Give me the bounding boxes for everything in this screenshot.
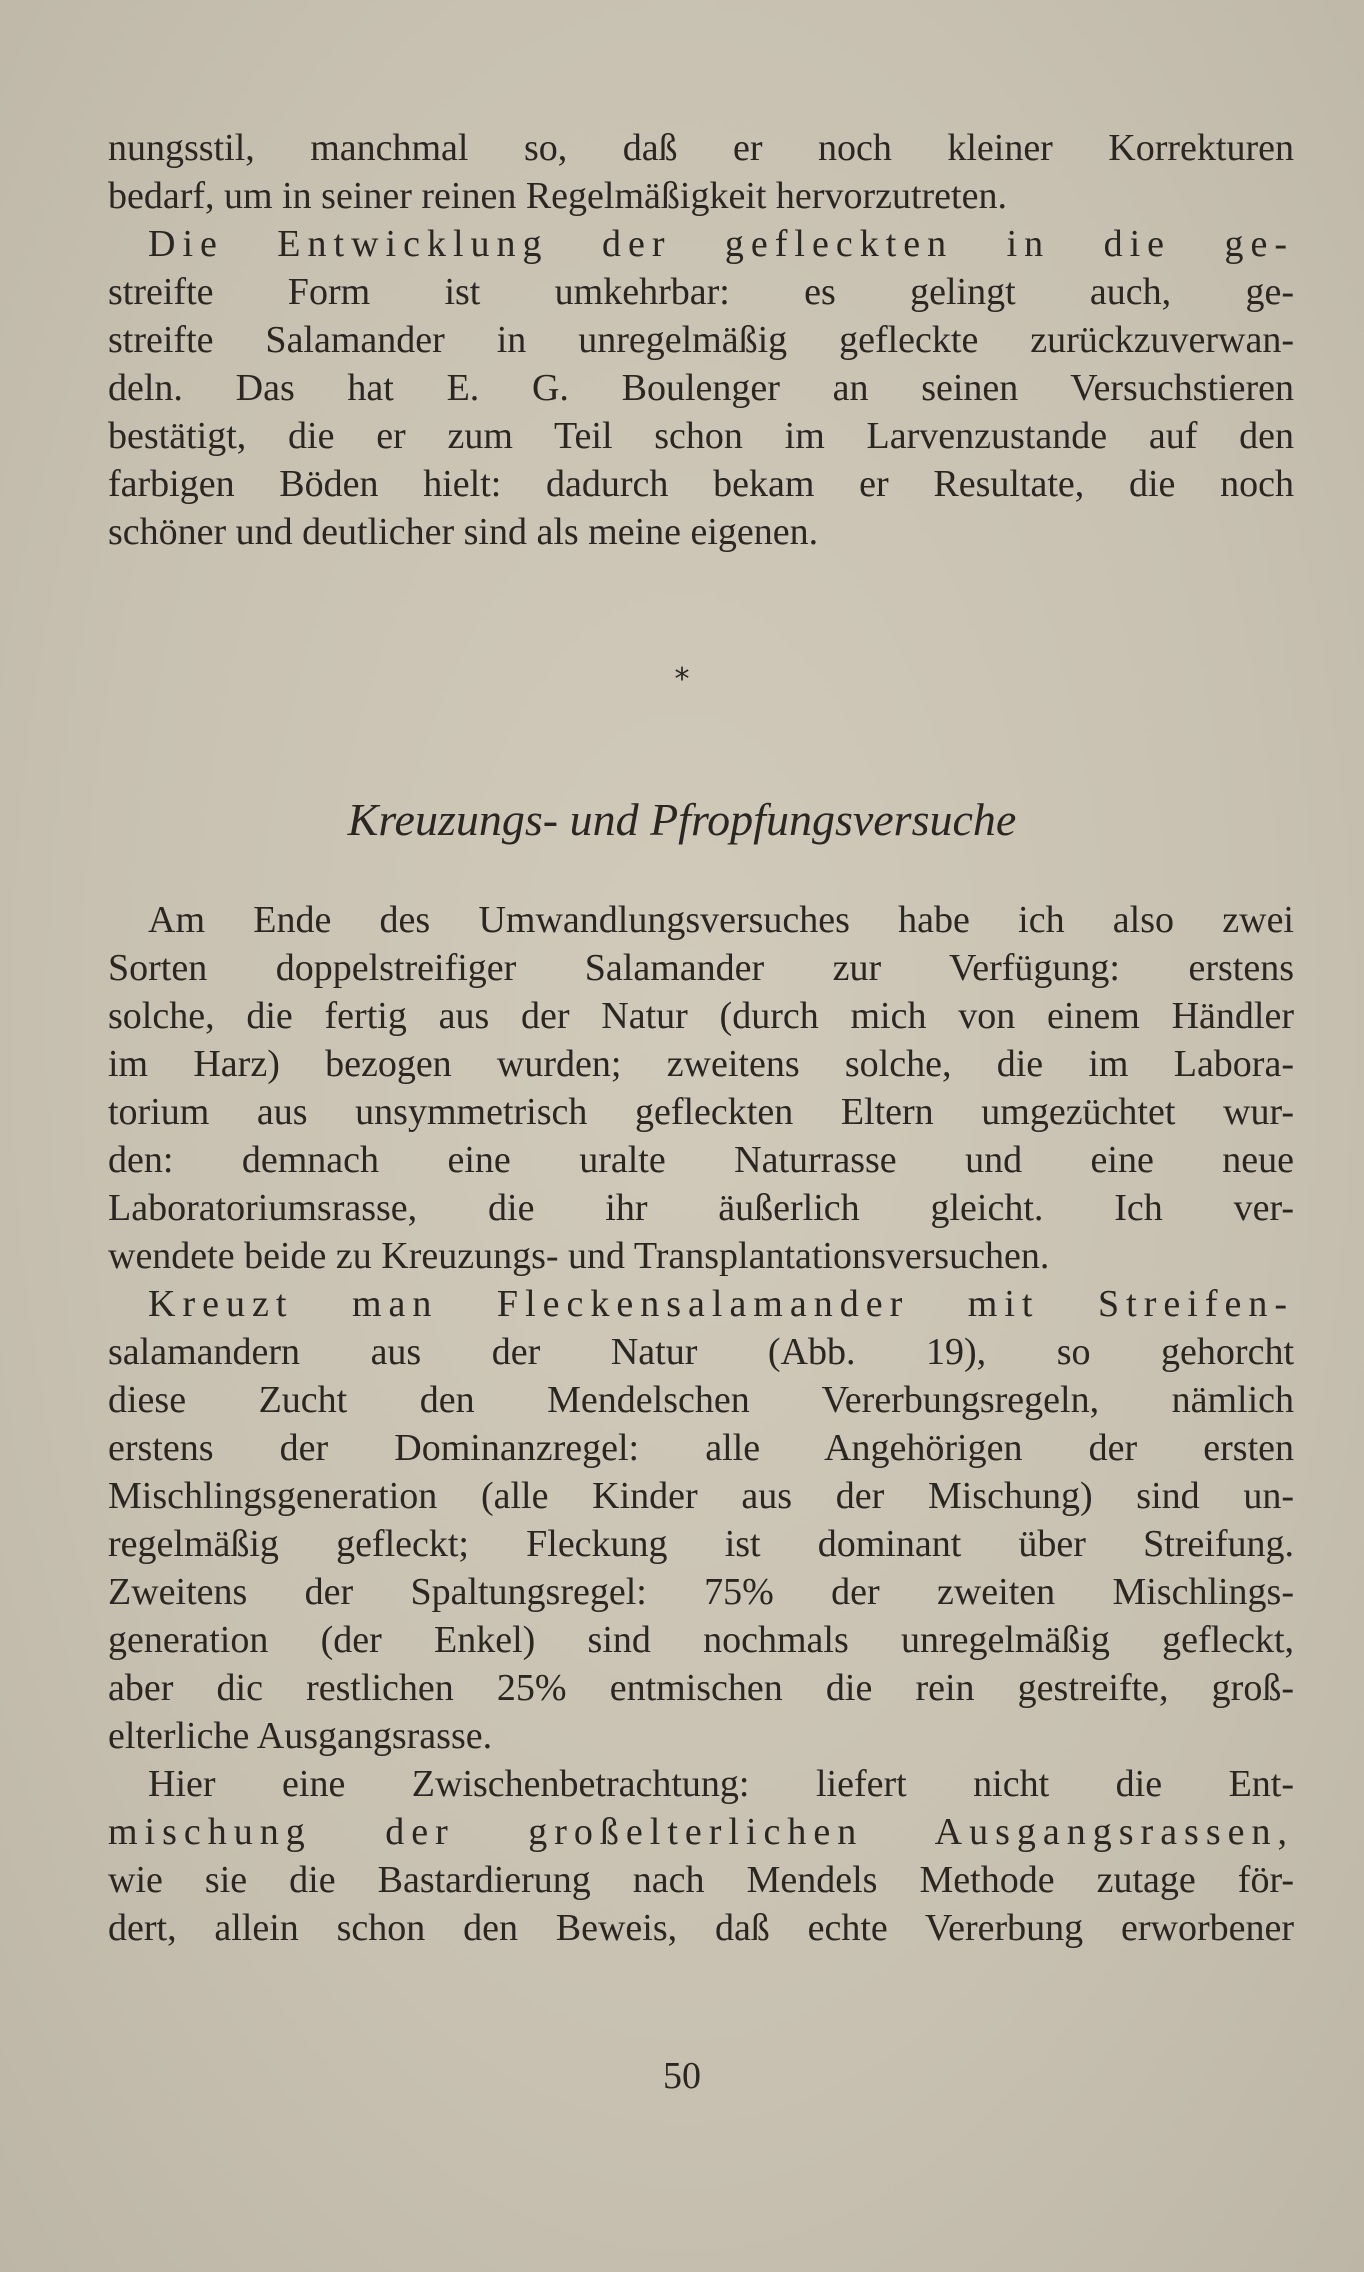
text-line: elterliche Ausgangsrasse.	[108, 1715, 493, 1757]
text-line: dert, allein schon den Beweis, daß echte Vererbung erworbener	[108, 1907, 1294, 1949]
text-line: wendete beide zu Kreuzungs- und Transplantationsversuchen.	[108, 1235, 1050, 1277]
text-line: schöner und deutlicher sind als meine eigenen.	[108, 511, 819, 553]
text-line-spaced: mischung der großelterlichen Ausgangsrassen,	[108, 1811, 1294, 1853]
text-line: regelmäßig gefleckt; Fleckung ist dominant über Streifung.	[108, 1523, 1294, 1565]
text-line: im Harz) bezogen wurden; zweitens solche, die im Labora-	[108, 1043, 1294, 1085]
section-separator-asterisk: *	[674, 662, 690, 697]
text-line-spaced: Die Entwicklung der gefleckten in die ge-	[148, 223, 1294, 265]
text-line: generation (der Enkel) sind nochmals unregelmäßig gefleckt,	[108, 1619, 1294, 1661]
text-line: Laboratoriumsrasse, die ihr äußerlich gleicht. Ich ver-	[108, 1187, 1294, 1229]
paragraph-block-main	[108, 896, 1294, 1952]
text-line: diese Zucht den Mendelschen Vererbungsregeln, nämlich	[108, 1379, 1294, 1421]
paragraph-block-top	[108, 124, 1294, 556]
text-line: streifte Salamander in unregelmäßig gefleckte zurückzuverwan-	[108, 319, 1294, 361]
text-line: salamandern aus der Natur (Abb. 19), so gehorcht	[108, 1331, 1294, 1373]
text-line-spaced: Kreuzt man Fleckensalamander mit Streifen-	[148, 1283, 1294, 1325]
text-line: Am Ende des Umwandlungsversuches habe ich also zwei	[148, 899, 1294, 941]
text-line: streifte Form ist umkehrbar: es gelingt auch, ge-	[108, 271, 1294, 313]
text-line: farbigen Böden hielt: dadurch bekam er Resultate, die noch	[108, 463, 1294, 505]
text-line: solche, die fertig aus der Natur (durch mich von einem Händler	[108, 995, 1294, 1037]
text-line: Zweitens der Spaltungsregel: 75% der zweiten Mischlings-	[108, 1571, 1294, 1613]
text-line: den: demnach eine uralte Naturrasse und eine neue	[108, 1139, 1294, 1181]
text-line: bestätigt, die er zum Teil schon im Larvenzustande auf den	[108, 415, 1294, 457]
text-line: aber dic restlichen 25% entmischen die rein gestreifte, groß-	[108, 1667, 1294, 1709]
text-line: Mischlingsgeneration (alle Kinder aus der Mischung) sind un-	[108, 1475, 1294, 1517]
text-line: torium aus unsymmetrisch gefleckten Eltern umgezüchtet wur-	[108, 1091, 1294, 1133]
text-line: deln. Das hat E. G. Boulenger an seinen Versuchstieren	[108, 367, 1294, 409]
text-line: wie sie die Bastardierung nach Mendels Methode zutage för-	[108, 1859, 1294, 1901]
text-line: erstens der Dominanzregel: alle Angehörigen der ersten	[108, 1427, 1294, 1469]
page-number: 50	[663, 2055, 701, 2097]
text-line: nungsstil, manchmal so, daß er noch kleiner Korrekturen	[108, 127, 1294, 169]
text-line: Sorten doppelstreifiger Salamander zur Verfügung: erstens	[108, 947, 1294, 989]
section-heading: Kreuzungs- und Pfropfungsversuche	[347, 794, 1017, 845]
text-line: bedarf, um in seiner reinen Regelmäßigkeit hervorzutreten.	[108, 175, 1007, 217]
text-line: Hier eine Zwischenbetrachtung: liefert nicht die Ent-	[148, 1763, 1294, 1805]
